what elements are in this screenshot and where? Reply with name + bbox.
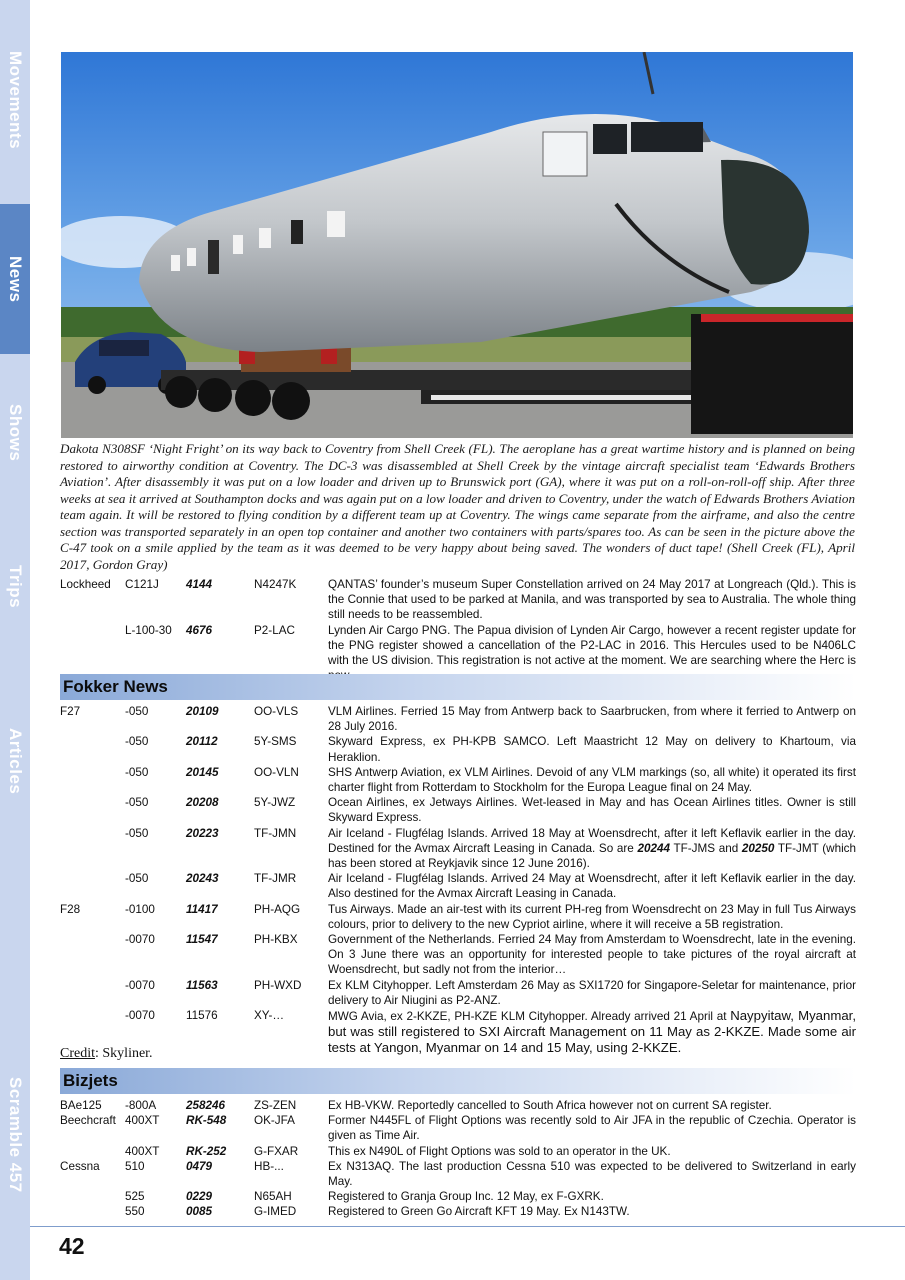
variant-cell: 510 bbox=[125, 1159, 145, 1173]
msn-cell: RK-548 bbox=[186, 1114, 227, 1128]
msn-cell: 11563 bbox=[186, 978, 218, 992]
reg-cell: TF-JMN bbox=[254, 826, 297, 840]
table-row bbox=[60, 1113, 856, 1143]
page-number: 42 bbox=[59, 1233, 85, 1259]
msn-cell: 20223 bbox=[186, 826, 219, 840]
table-row bbox=[60, 1008, 856, 1057]
tab-trips[interactable]: Trips bbox=[6, 565, 25, 609]
variant-cell: -050 bbox=[125, 765, 149, 779]
reg-cell: P2-LAC bbox=[254, 623, 295, 637]
msn-cell: 258246 bbox=[186, 1099, 226, 1112]
dakota-photo bbox=[61, 52, 853, 438]
table-row bbox=[60, 734, 856, 764]
reg-cell: HB-... bbox=[254, 1159, 284, 1173]
note-cell: Ex N313AQ. The last production Cessna 510 was expected to be delivered to Switzerland in early May. bbox=[328, 1159, 856, 1189]
variant-cell: -0070 bbox=[125, 1009, 155, 1023]
variant-cell: -050 bbox=[125, 796, 149, 810]
reg-cell: OO-VLS bbox=[254, 705, 299, 718]
bizjets-table bbox=[60, 1098, 856, 1220]
note-cell: QANTAS’ founder’s museum Super Constellation arrived on 24 May 2017 at Longreach (Qld.). This is the Connie that used to be parked at Manila, and was transported by sea to Australia. The whole thing still needs to be reassembled. bbox=[328, 578, 856, 622]
msn-ref: 20244 bbox=[637, 841, 670, 855]
reg-cell: XY-… bbox=[254, 1009, 285, 1023]
footer-rule bbox=[30, 1226, 905, 1227]
table-row bbox=[60, 871, 856, 901]
reg-cell: PH-WXD bbox=[254, 978, 302, 992]
msn-cell: 20208 bbox=[186, 796, 219, 810]
msn-cell: 0085 bbox=[186, 1205, 213, 1219]
note-cell: Ex HB-VKW. Reportedly cancelled to South Africa however not on current SA register. bbox=[328, 1099, 772, 1112]
variant-cell: 550 bbox=[125, 1205, 145, 1219]
table-row bbox=[60, 826, 856, 872]
section-sidebar bbox=[0, 0, 30, 1280]
type-cell bbox=[60, 978, 125, 1008]
table-row bbox=[60, 1204, 856, 1219]
lockheed-table bbox=[60, 577, 856, 683]
reg-cell: G-FXAR bbox=[254, 1144, 299, 1158]
bizjets-heading: Bizjets bbox=[60, 1068, 856, 1094]
type-cell: F28 bbox=[60, 902, 81, 916]
reg-cell: OO-VLN bbox=[254, 765, 299, 779]
variant-cell: -0070 bbox=[125, 933, 155, 947]
variant-cell: L-100-30 bbox=[125, 623, 172, 637]
note-cell: Ocean Airlines, ex Jetways Airlines. Wet-leased in May and has Ocean Airlines titles. Owner is still Skyward Express. bbox=[328, 796, 856, 825]
msn-cell: 4676 bbox=[186, 623, 213, 637]
note-cell: This ex N490L of Flight Options was sold to an operator in the UK. bbox=[328, 1144, 671, 1158]
variant-cell: C121J bbox=[125, 578, 159, 591]
variant-cell: -0070 bbox=[125, 978, 155, 992]
msn-cell: 20145 bbox=[186, 765, 219, 779]
fokker-table bbox=[60, 704, 856, 1057]
reg-cell: 5Y-SMS bbox=[254, 735, 297, 749]
msn-cell: 11547 bbox=[186, 933, 218, 947]
variant-cell: -050 bbox=[125, 826, 149, 840]
tab-movements[interactable]: Movements bbox=[6, 50, 25, 150]
note-cell: Air Iceland - Flugfélag Islands. Arrived 18 May at Woensdrecht, after it left Keflavik earlier in the day. Destined for the Avmax Aircraft Leasing in Canada. So are 20244 TF-JMS and 20250 TF-JMT (which has been stored at Reykjavik since 12 June 2016). bbox=[328, 826, 857, 871]
note-cell: Former N445FL of Flight Options was recently sold to Air JFA in the republic of Czechia. Operator is given as Time Air. bbox=[328, 1114, 856, 1143]
photo-credit: Credit: Skyliner. bbox=[60, 1046, 153, 1061]
type-cell bbox=[60, 765, 125, 795]
fokker-news-heading: Fokker News bbox=[60, 674, 856, 700]
table-row bbox=[60, 978, 856, 1008]
note-cell: Tus Airways. Made an air-test with its current PH-reg from Woensdrecht on 23 May in full Tus Airways colours, prior to delivery to the new Cypriot airline, where it will receive a 5B registration. bbox=[328, 902, 856, 931]
note-cell: Air Iceland - Flugfélag Islands. Arrived 24 May at Woensdrecht, after it left Keflavik earlier in the day. Also destined for the Avmax Aircraft Leasing in Canada. bbox=[328, 872, 856, 901]
msn-cell: 11576 bbox=[186, 1009, 218, 1023]
variant-cell: -800A bbox=[125, 1099, 157, 1112]
type-cell bbox=[60, 871, 125, 901]
variant-cell: -050 bbox=[125, 872, 149, 886]
note-cell: VLM Airlines. Ferried 15 May from Antwerp back to Saarbrucken, from where it ferried to Antwerp on 28 July 2016. bbox=[328, 705, 856, 734]
variant-cell: -050 bbox=[125, 705, 149, 718]
variant-cell: -0100 bbox=[125, 902, 155, 916]
note-cell: SHS Antwerp Aviation, ex VLM Airlines. Devoid of any VLM markings (so, all white) it operated its first charter flight from Rotterdam to Stockholm for the Europa League final on 24 May. bbox=[328, 765, 856, 795]
table-row bbox=[60, 1098, 856, 1113]
reg-cell: G-IMED bbox=[254, 1205, 297, 1219]
table-row bbox=[60, 795, 856, 825]
type-cell: Beechcraft bbox=[60, 1114, 116, 1128]
type-cell bbox=[60, 932, 125, 978]
note-cell: Registered to Granja Group Inc. 12 May, ex F-GXRK. bbox=[328, 1190, 604, 1204]
table-row bbox=[60, 704, 856, 734]
reg-cell: 5Y-JWZ bbox=[254, 796, 296, 810]
type-cell: Lockheed bbox=[60, 578, 111, 591]
type-cell bbox=[60, 1189, 125, 1204]
msn-cell: 0479 bbox=[186, 1159, 213, 1173]
type-cell: BAe125 bbox=[60, 1099, 102, 1112]
note-cell: Government of the Netherlands. Ferried 24 May from Amsterdam to Woensdrecht, late in the evening. On 3 June there was an opportunity for interested people to take pictures of the royal aircraft at Woensdrecht, but sadly not from the interior… bbox=[328, 933, 856, 977]
type-cell: Cessna bbox=[60, 1159, 100, 1173]
table-row bbox=[60, 1159, 856, 1189]
msn-ref: 20250 bbox=[741, 841, 775, 855]
note-cell: Registered to Green Go Aircraft KFT 19 May. Ex N143TW. bbox=[328, 1205, 630, 1219]
variant-cell: 400XT bbox=[125, 1114, 160, 1128]
msn-cell: 11417 bbox=[186, 902, 218, 916]
type-cell bbox=[60, 734, 125, 764]
tab-news[interactable]: News bbox=[0, 204, 30, 354]
variant-cell: 525 bbox=[125, 1190, 145, 1204]
reg-cell: ZS-ZEN bbox=[254, 1099, 297, 1112]
note-cell: Ex KLM Cityhopper. Left Amsterdam 26 May as SXI1720 for Singapore-Seletar for maintenance, prior delivery to Air Niugini as P2-ANZ. bbox=[328, 978, 856, 1007]
msn-cell: 0229 bbox=[186, 1190, 213, 1204]
variant-cell: 400XT bbox=[125, 1144, 160, 1158]
tab-shows[interactable]: Shows bbox=[6, 404, 25, 462]
photo-caption: Dakota N308SF ‘Night Fright’ on its way back to Coventry from Shell Creek (FL). The aeroplane has a great wartime history and is planned on being restored to airworthy condition at Coventry. The DC-3 was disassembled at Shell Creek by the vintage aircraft specialist team ‘Edwards Brothers Aviation’. After disassembly it was put on a low loader and driven up to Brunswick port (GA), where it was put on a roll-on-roll-off ship. After three weeks at sea it arrived at Southampton docks and was again put on a low loader and driven to Coventry, under the watch of Edwards Brothers Aviation team again. It will be restored to flying condition by a different team up at Coventry. The wings came separate from the airframe, and also the centre section was transported separately in an open top container and another two containers with parts/spares too. As can be seen in the picture above the C-47 took on a smile applied by the team as it was deemed to be very happy about being saved. The wonders of duct tape! (Shell Creek (FL), April 2017, Gordon Gray) bbox=[60, 441, 855, 572]
reg-cell: TF-JMR bbox=[254, 872, 297, 886]
type-cell bbox=[60, 1204, 125, 1219]
reg-cell: OK-JFA bbox=[254, 1114, 295, 1128]
type-cell bbox=[60, 826, 125, 872]
table-row bbox=[60, 765, 856, 795]
msn-cell: 20243 bbox=[186, 872, 219, 886]
reg-cell: PH-AQG bbox=[254, 902, 301, 916]
msn-cell: 20109 bbox=[186, 705, 219, 718]
reg-cell: N65AH bbox=[254, 1190, 292, 1204]
tab-scramble-457[interactable]: Scramble 457 bbox=[6, 1077, 25, 1193]
table-row bbox=[60, 902, 856, 932]
note-cell: Skyward Express, ex PH-KPB SAMCO. Left Maastricht 12 May on delivery to Khartoum, via Heraklion. bbox=[328, 735, 856, 764]
type-cell bbox=[60, 795, 125, 825]
table-row bbox=[60, 1144, 856, 1159]
variant-cell: -050 bbox=[125, 735, 149, 749]
reg-cell: N4247K bbox=[254, 578, 297, 591]
note-cell: Lynden Air Cargo PNG. The Papua division of Lynden Air Cargo, however a recent register update for the PNG register showed a cancellation of the P2-LAC in 2016. This Hercules used to be N406LC with the US division. This registration is not active at the moment. We are searching where the Herc is bbox=[328, 623, 856, 668]
table-row bbox=[60, 932, 856, 978]
reg-cell: PH-KBX bbox=[254, 933, 298, 947]
tab-articles[interactable]: Articles bbox=[6, 727, 25, 795]
type-cell bbox=[60, 1144, 125, 1159]
msn-cell: RK-252 bbox=[186, 1144, 227, 1158]
msn-cell: 4144 bbox=[186, 578, 213, 591]
table-row bbox=[60, 577, 856, 623]
note-cell: MWG Avia, ex 2-KKZE, PH-KZE KLM Cityhopper. Already arrived 21 April at Naypyitaw, Myanmar, but was still registered to SXI Aircraft Management on 11 May as 2-KKZE. Made some air tests at Yangon, Myanmar on 14 and 15 May, using 2-KKZE. bbox=[328, 1008, 856, 1056]
table-row bbox=[60, 1189, 856, 1204]
type-cell: F27 bbox=[60, 705, 81, 718]
msn-cell: 20112 bbox=[186, 735, 218, 749]
